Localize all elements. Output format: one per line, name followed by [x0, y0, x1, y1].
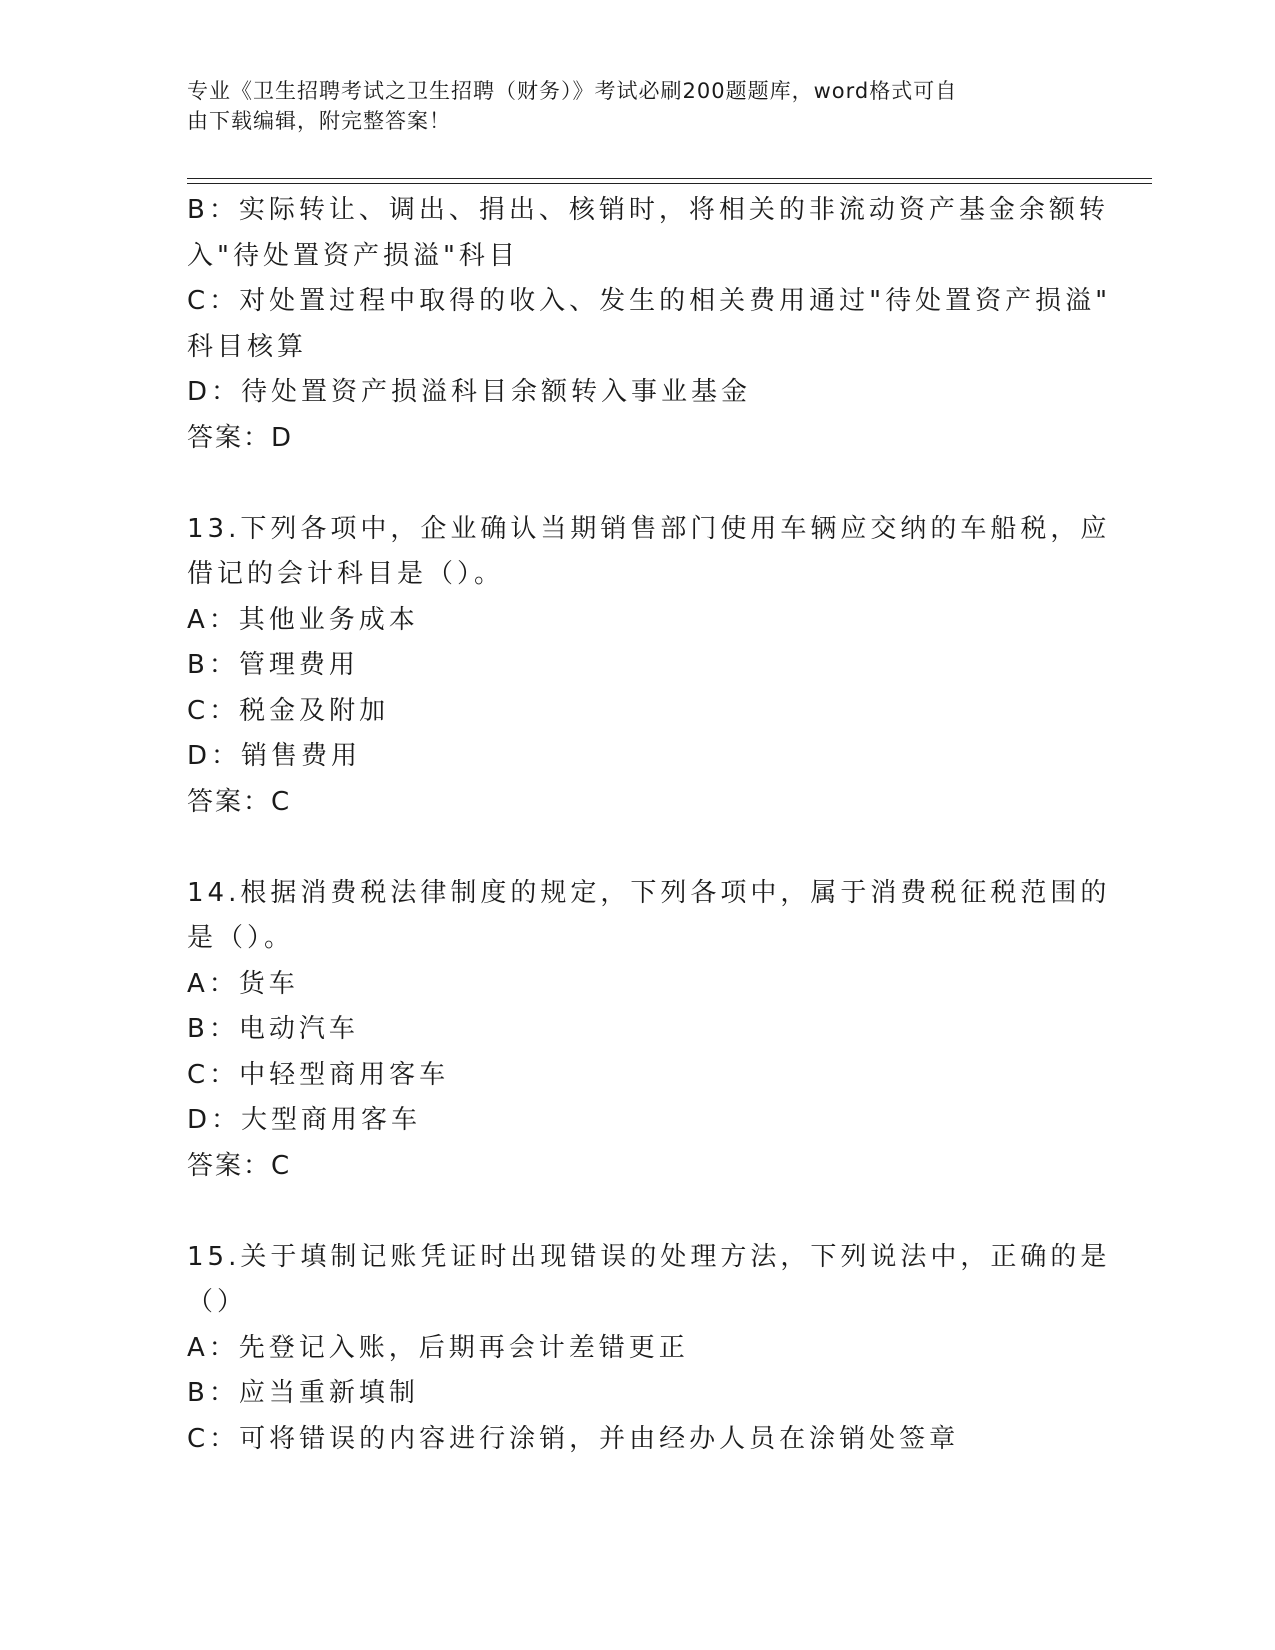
question-content — [187, 188, 1112, 1462]
option-b: B：电动汽车 — [187, 1014, 359, 1044]
option-d: D：销售费用 — [187, 741, 362, 771]
question-stem-line-1: 15.关于填制记账凭证时出现错误的处理方法，下列说法中，正确的是 — [187, 1241, 1111, 1272]
answer: 答案：C — [187, 786, 292, 817]
header-divider-bottom — [187, 183, 1152, 184]
spacer — [187, 825, 1077, 871]
spacer — [187, 1189, 1077, 1235]
option-a: A：先登记入账，后期再会计差错更正 — [187, 1332, 689, 1363]
option-b: B：管理费用 — [187, 650, 359, 680]
document-header — [187, 76, 1067, 136]
question-12-continued — [187, 188, 1112, 461]
option-a: A：货车 — [187, 968, 299, 999]
answer: 答案：C — [187, 1150, 292, 1181]
option-c: C：可将错误的内容进行涂销，并由经办人员在涂销处签章 — [187, 1423, 960, 1454]
question-stem-line-2: （） — [187, 1287, 248, 1317]
answer: 答案：D — [187, 422, 294, 453]
question-stem-line-2: 借记的会计科目是（）。 — [187, 559, 505, 589]
question-14 — [187, 871, 1111, 1190]
question-stem-line-1: 14.根据消费税法律制度的规定，下列各项中，属于消费税征税范围的 — [187, 877, 1111, 908]
option-c-line-1: C：对处置过程中取得的收入、发生的相关费用通过"待处置资产损溢" — [187, 286, 1112, 316]
question-stem-line-1: 13.下列各项中，企业确认当期销售部门使用车辆应交纳的车船税，应 — [187, 513, 1111, 544]
question-stem-line-2: 是（）。 — [187, 923, 295, 953]
question-13 — [187, 507, 1111, 826]
option-a: A：其他业务成本 — [187, 604, 419, 635]
option-c: C：中轻型商用客车 — [187, 1059, 450, 1090]
option-b-line-2: 入"待处置资产损溢"科目 — [187, 240, 519, 271]
option-b: B：应当重新填制 — [187, 1378, 419, 1408]
option-b-line-1: B：实际转让、调出、捐出、核销时，将相关的非流动资产基金余额转 — [187, 195, 1109, 225]
question-15 — [187, 1235, 1111, 1463]
header-divider-top — [187, 178, 1152, 179]
option-d: D：大型商用客车 — [187, 1105, 422, 1135]
spacer — [187, 461, 1077, 507]
option-d: D：待处置资产损溢科目余额转入事业基金 — [187, 377, 752, 407]
option-c: C：税金及附加 — [187, 695, 390, 726]
header-line-2: 由下载编辑，附完整答案！ — [187, 109, 451, 133]
header-line-1: 专业《卫生招聘考试之卫生招聘（财务）》考试必刷200题题库，word格式可自 — [187, 79, 958, 103]
option-c-line-2: 科目核算 — [187, 331, 308, 362]
